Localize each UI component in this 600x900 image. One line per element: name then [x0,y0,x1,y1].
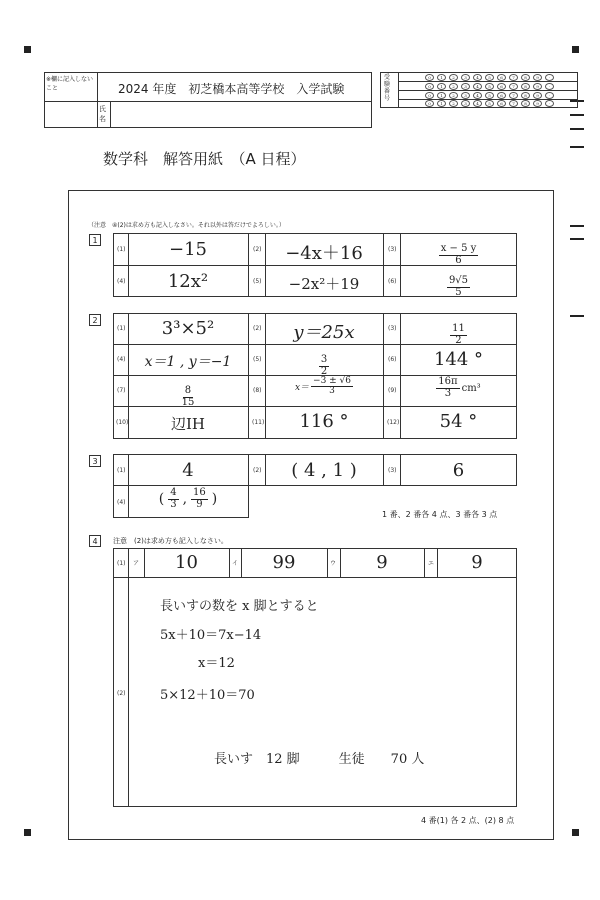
points-note-2: 4 番(1) 各 2 点、(2) 8 点 [421,816,515,825]
digit-bubbles[interactable]: 0 1 2 3 4 5 6 7 8 9 · [425,100,554,107]
answer-cell[interactable]: ( $\frac{4}{3}$ , $\frac{16}{9}$ ) [158,487,218,510]
name-label: 氏名 [99,105,106,123]
timing-mark [570,128,584,130]
answer-cell[interactable]: 99 [272,552,296,573]
answer-cell[interactable]: 6 [452,460,465,481]
answer-cell[interactable]: −2x²＋19 [288,275,360,293]
q4-note: 注意 (2)は求め方も記入しなさい。 [113,537,228,545]
answer-cell[interactable]: $\frac{3}{2}$ [320,354,328,377]
answer-cell[interactable]: 9 [471,552,483,573]
answer-cell[interactable]: 116 ° [299,411,349,432]
exam-title: 2024 年度 初芝橋本高等学校 入学試験 [118,82,345,96]
answer-cell[interactable]: x＝1 , y＝−1 [144,354,232,370]
digit-bubbles[interactable]: 0 1 2 3 4 5 6 7 8 9 · [425,83,554,90]
timing-mark [570,146,584,148]
final-answer: 長いす 12 脚 生徒 70 人 [214,752,425,767]
answer-cell[interactable]: $\frac{8}{15}$ [181,385,195,408]
question-2-label: 2 [89,314,101,326]
answer-cell[interactable]: ( 4 , 1 ) [291,460,357,481]
answer-cell[interactable]: 12x² [167,271,209,292]
answer-cell[interactable]: −15 [169,239,207,260]
answer-cell[interactable]: 10 [175,552,198,573]
answer-cell[interactable]: 9 [376,552,388,573]
answer-cell[interactable]: 144 ° [433,349,484,370]
answer-cell[interactable]: $\frac{11}{2}$ [452,323,465,346]
working-line-4: 5×12＋10＝70 [160,688,255,703]
answer-cell[interactable]: 辺IH [170,415,205,433]
registration-mark-top-right [572,46,579,53]
points-note-1: 1 番、2 番各 4 点、3 番各 3 点 [382,510,498,519]
question-4-label: 4 [89,535,101,547]
answer-cell[interactable]: x＝ $\frac{-3 \pm √6}{3}$ [294,376,352,397]
timing-mark [570,238,584,240]
exam-number-label: 受験番号 [384,74,391,102]
digit-bubbles[interactable]: 0 1 2 3 4 5 6 7 8 9 · [425,92,554,99]
registration-mark-bottom-right [572,829,579,836]
answer-cell[interactable]: 3³×5² [161,318,215,339]
registration-mark-bottom-left [24,829,31,836]
timing-mark [570,225,584,227]
timing-mark [570,114,584,116]
answer-cell[interactable]: y＝25x [293,322,355,343]
answer-cell[interactable]: 54 ° [439,411,478,432]
header-notice: ※欄に記入しないこと [46,76,94,92]
working-line-1: 長いすの数を x 脚とすると [160,599,319,614]
working-line-3: x＝12 [198,656,235,671]
note-1: （注意 ④(2)は求め方も記入しなさい。それ以外は答だけでよろしい。） [88,222,285,229]
digit-bubbles[interactable]: 0 1 2 3 4 5 6 7 8 9 · [425,74,554,81]
name-field[interactable] [112,102,370,127]
question-3-label: 3 [89,455,101,467]
answer-cell[interactable]: $\frac{9√5}{5}$ [448,275,469,298]
registration-mark-top-left [24,46,31,53]
answer-cell[interactable]: $\frac{16\pi}{3}$ cm³ [438,376,481,399]
timing-mark [570,315,584,317]
subject-title: 数学科 解答用紙 （A 日程） [103,150,306,168]
answer-cell[interactable]: 4 [182,460,194,481]
working-line-2: 5x＋10＝7x−14 [160,628,262,643]
question-1-label: 1 [89,234,101,246]
answer-cell[interactable]: −4x＋16 [285,243,363,264]
answer-cell[interactable]: $\frac{x - 5 y}{6}$ [440,243,477,266]
